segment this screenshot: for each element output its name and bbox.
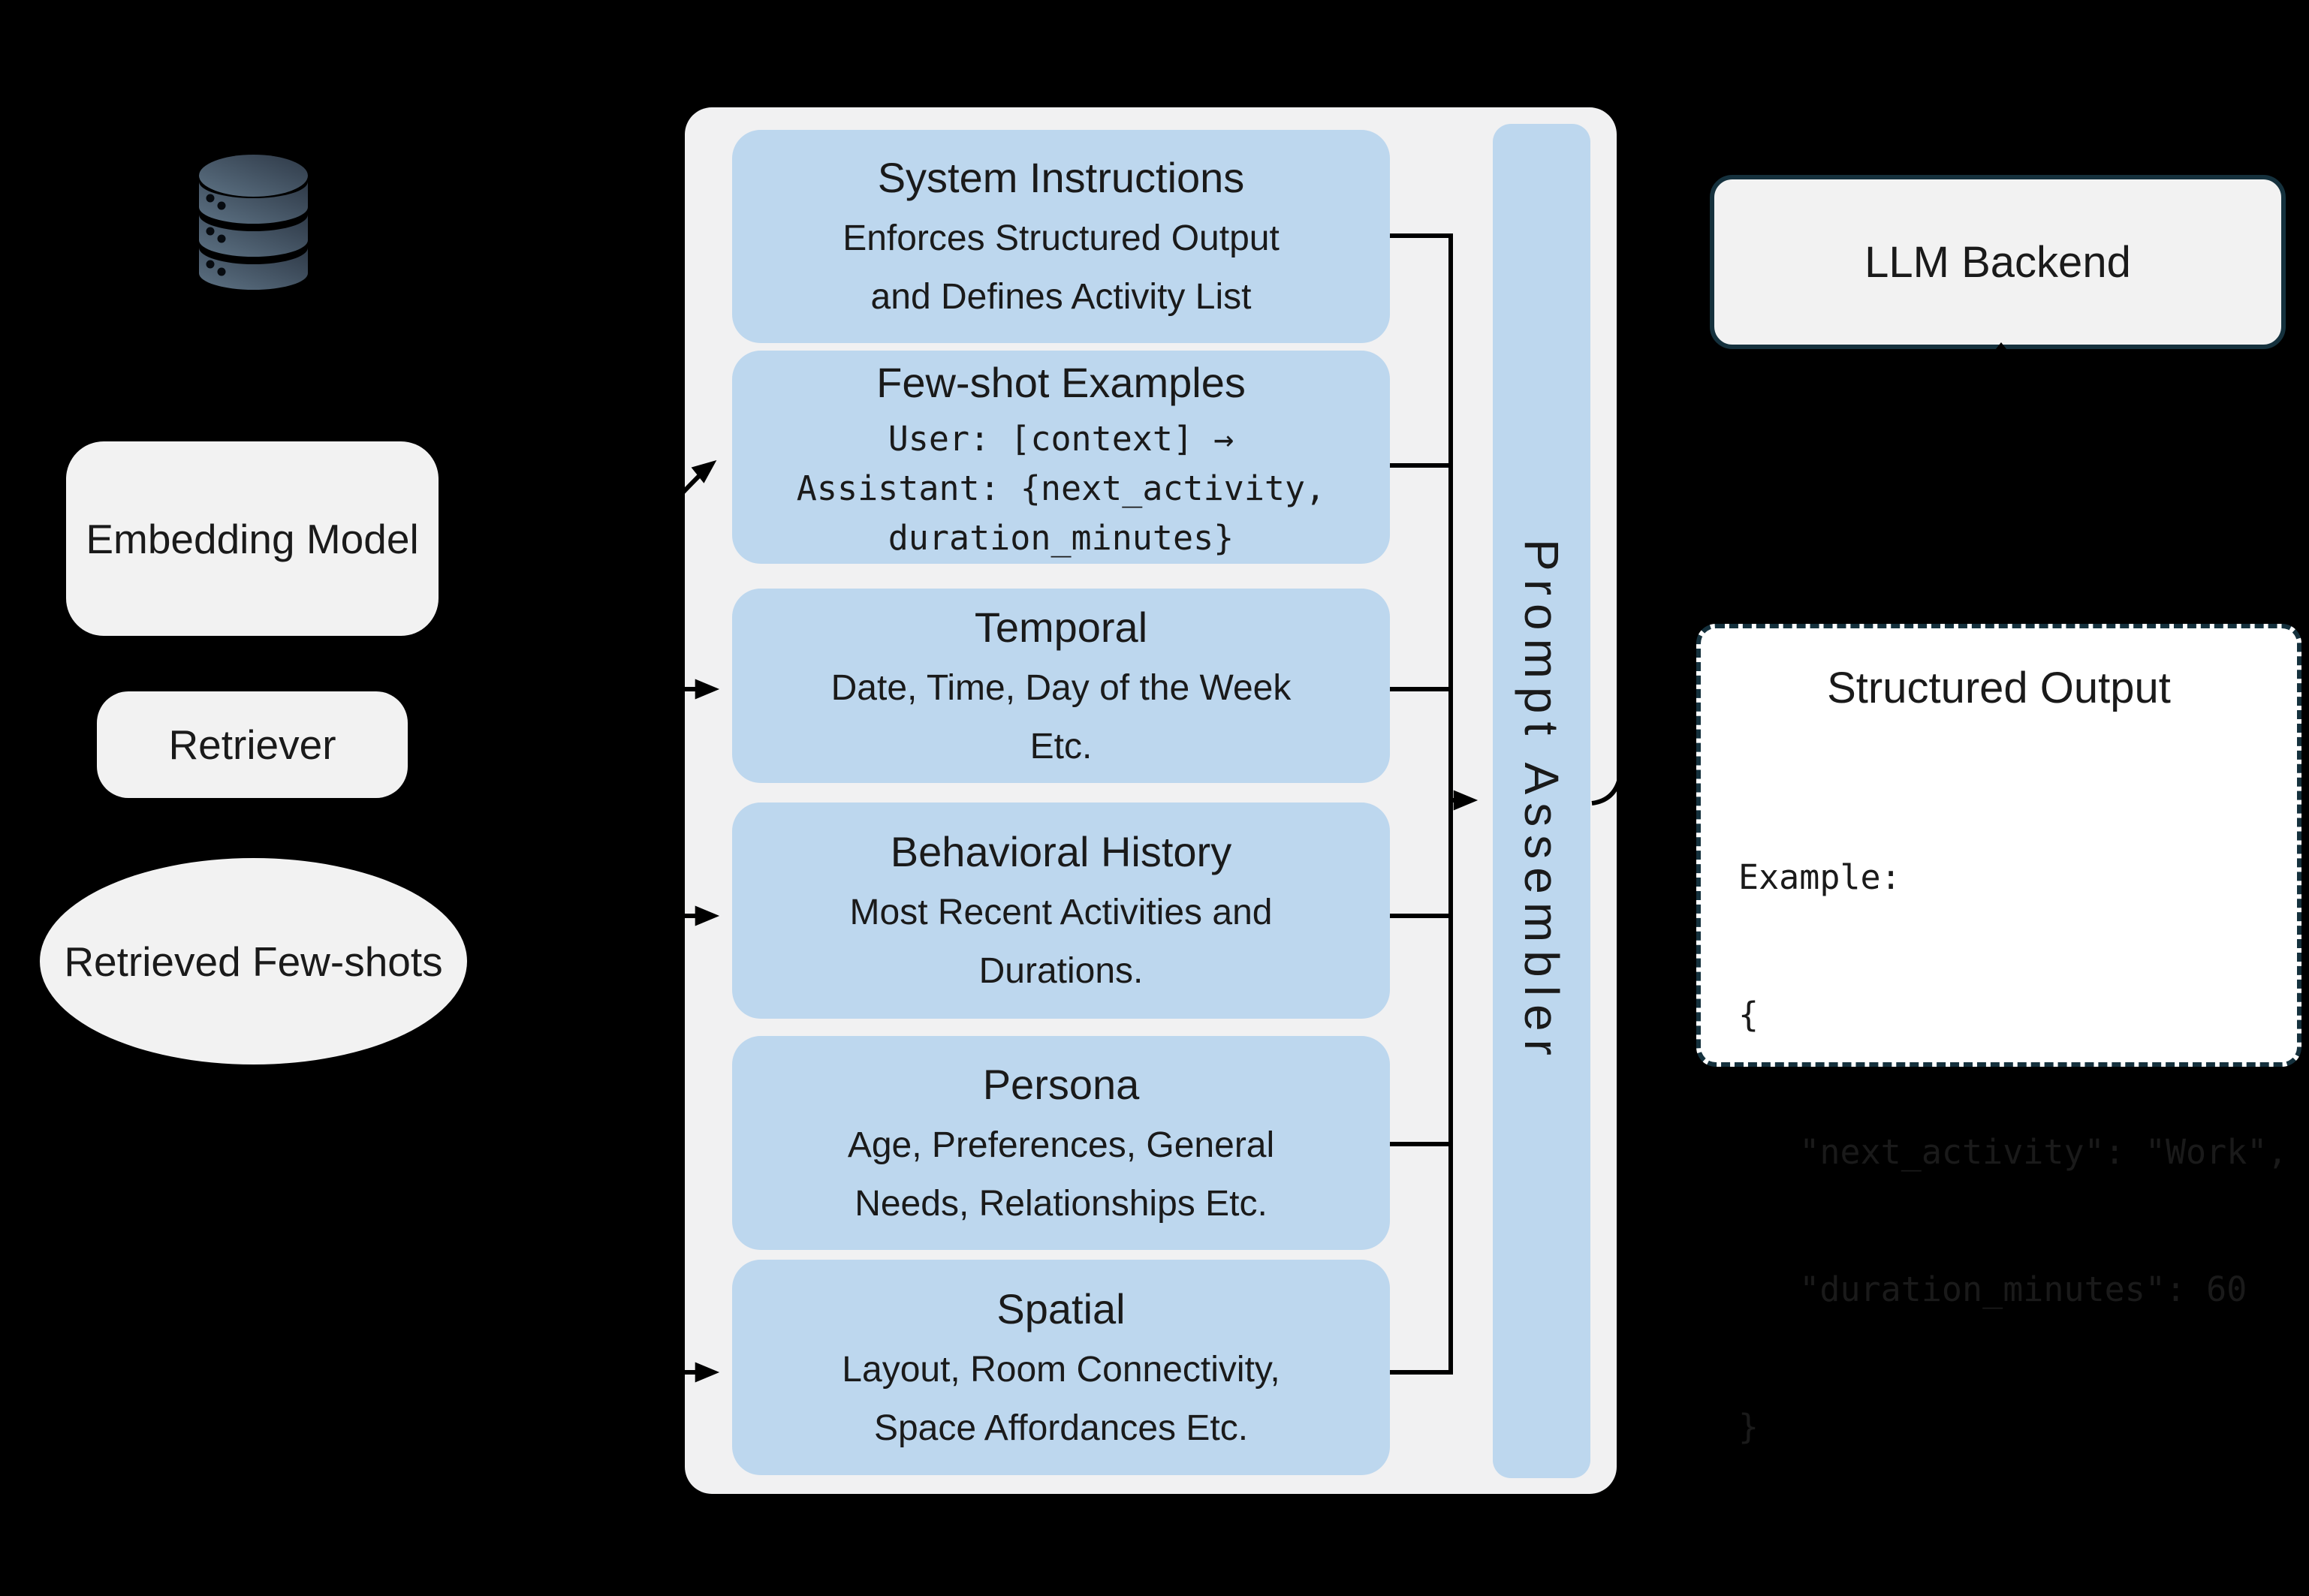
section-line: Layout, Room Connectivity, — [842, 1349, 1280, 1390]
section-line: Most Recent Activities and — [849, 893, 1273, 932]
prompt-assembler-bar — [1493, 124, 1590, 1478]
section-line: Needs, Relationships Etc. — [855, 1183, 1268, 1224]
structured-output-box — [1696, 624, 2301, 1447]
section-line: Durations. — [978, 951, 1144, 991]
section-title: Persona — [982, 1060, 1140, 1108]
code-line: "next_activity": "Work", — [1738, 1132, 2288, 1172]
llm-backend-label: LLM Backend — [1864, 237, 2131, 287]
section-title: Temporal — [974, 603, 1148, 651]
structured-output-code — [1738, 763, 2297, 1541]
section-line: Date, Time, Day of the Week — [830, 667, 1292, 708]
section-line: and Defines Activity List — [870, 277, 1252, 317]
retriever-box — [97, 691, 408, 798]
retrieved-few-shots-ellipse — [40, 858, 467, 1065]
section-line: Space Affordances Etc. — [873, 1408, 1249, 1448]
section-line: Etc. — [1029, 726, 1093, 766]
prompt-assembler-label: Prompt Assembler — [1515, 538, 1569, 1064]
section-persona — [732, 1036, 1390, 1250]
code-line: Example: — [1738, 857, 1901, 897]
section-line: duration_minutes} — [888, 518, 1234, 558]
section-line: Enforces Structured Output — [843, 218, 1280, 258]
embedding-model-box — [66, 441, 439, 636]
section-line: Age, Preferences, General — [847, 1125, 1275, 1165]
section-line: User: [context] → — [888, 419, 1234, 459]
llm-backend-box — [1710, 175, 2286, 349]
prompt-context-panel — [685, 107, 1617, 1494]
section-title: System Instructions — [877, 154, 1245, 201]
code-line: } — [1738, 1407, 1759, 1447]
structured-output-title: Structured Output — [1827, 664, 2171, 712]
section-line: Assistant: {next_activity, — [796, 468, 1326, 508]
section-title: Few-shot Examples — [876, 359, 1246, 406]
section-title: Spatial — [996, 1284, 1126, 1333]
database-icon — [199, 155, 308, 290]
section-temporal — [732, 589, 1390, 783]
code-line: { — [1738, 995, 1759, 1034]
retriever-label: Retriever — [168, 721, 336, 768]
retrieved-few-shots-label: Retrieved Few-shots — [64, 938, 443, 985]
embedding-model-label: Embedding Model — [86, 515, 419, 562]
code-line: "duration_minutes": 60 — [1738, 1269, 2247, 1309]
section-title: Behavioral History — [890, 828, 1232, 875]
section-behavioral-history — [732, 803, 1390, 1019]
section-spatial — [732, 1260, 1390, 1475]
section-system-instructions — [732, 130, 1390, 343]
section-few-shot-examples — [732, 351, 1390, 564]
